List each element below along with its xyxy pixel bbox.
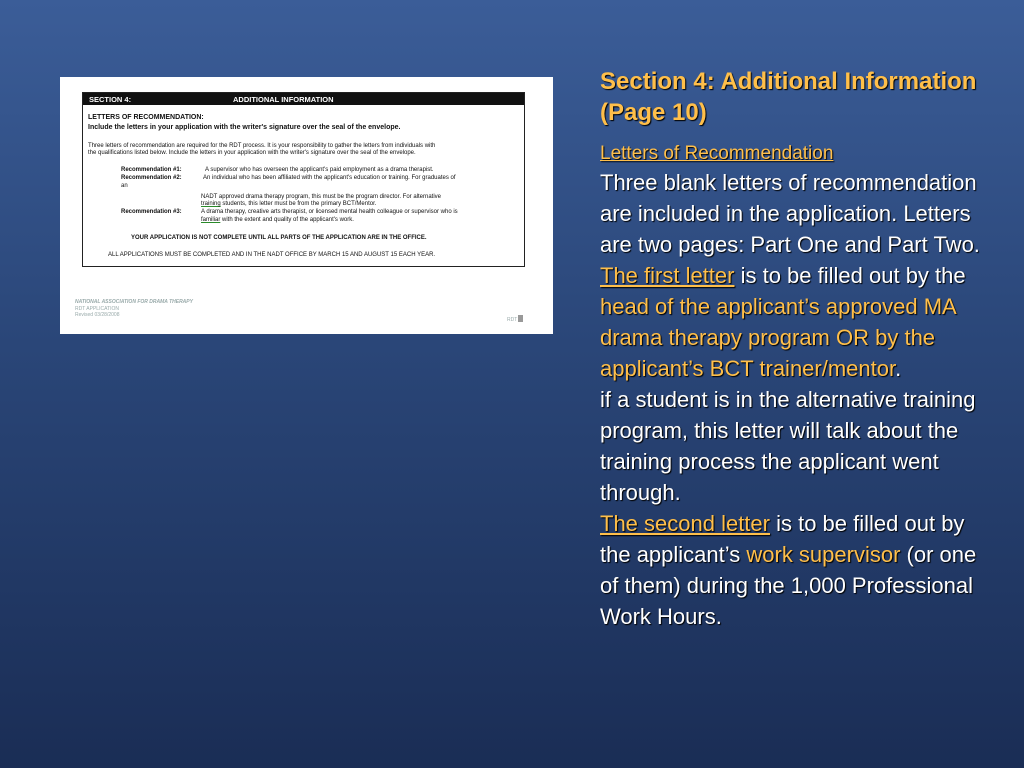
body-first-letter-text: is to be filled out by the (734, 263, 966, 288)
document-footer (75, 299, 193, 319)
document-page-label (507, 315, 523, 323)
section-title: ADDITIONAL INFORMATION (233, 95, 334, 104)
page-number-box (518, 315, 523, 322)
slide-body (600, 141, 1000, 632)
body-second-letter-text: is to be filled out by the applicant’s (600, 511, 965, 567)
document-section-header (83, 93, 524, 105)
body-period: . (895, 356, 902, 381)
rec2-underlined-word: training (201, 201, 221, 207)
second-letter-link: The second letter (600, 511, 770, 536)
doc-paragraph-line2: the qualifications listed below. Include the letters in your application with the writer's signature over the seal of the envelope. (88, 150, 416, 156)
footer-org-name: NATIONAL ASSOCIATION FOR DRAMA THERAPY (75, 299, 193, 305)
slide-title: Section 4: Additional Information (Page 10) (600, 68, 977, 126)
rec2-continuation: an (121, 183, 128, 189)
rec3-text: A drama therapy, creative arts therapist, or licensed mental health colleague or supervisor who is (201, 209, 458, 215)
doc-notice-deadline: ALL APPLICATIONS MUST BE COMPLETED AND IN THE NADT OFFICE BY MARCH 15 AND AUGUST 15 EACH YEAR. (108, 252, 436, 258)
doc-heading-include: Include the letters in your application with the writer's signature over the seal of the envelope. (88, 124, 401, 131)
rec1-text: A supervisor who has overseen the applicant's paid employment as a drama therapist. (205, 167, 434, 173)
body-alternative-training: if a student is in the alternative training program, this letter will talk about the training process the applicant went through. (600, 387, 976, 505)
section-label: SECTION 4: (89, 95, 132, 104)
rec2-line3-rest: students, this letter must be from the primary BCT/Mentor. (220, 201, 377, 207)
rec3-label: Recommendation #3: (121, 209, 182, 215)
first-letter-link: The first letter (600, 263, 735, 288)
footer-form-name: RDT APPLICATION (75, 305, 119, 312)
rec3-line2-rest: with the extent and quality of the applicant's work. (220, 217, 354, 223)
doc-heading-letters: LETTERS OF RECOMMENDATION: (88, 114, 204, 121)
page-label-text: RDT (507, 317, 518, 323)
body-intro: Three blank letters of recommendation are included in the application. Letters are two pages: Part One and Part Two. (600, 170, 980, 257)
slide-text-panel (600, 66, 1000, 632)
doc-paragraph-line1: Three letters of recommendation are required for the RDT process. It is your responsibility to gather the letters from individuals with (88, 143, 436, 149)
work-supervisor-highlight: work supervisor (746, 542, 901, 567)
subheading-letters-of-recommendation: Letters of Recommendation (600, 143, 834, 164)
document-screenshot (60, 77, 553, 334)
doc-notice-incomplete: YOUR APPLICATION IS NOT COMPLETE UNTIL ALL PARTS OF THE APPLICATION ARE IN THE OFFICE. (131, 235, 427, 241)
rec3-underlined-word: familiar (201, 217, 221, 223)
footer-revised-date: Revised 03/28/2008 (75, 312, 120, 318)
rec2-text-line3 (201, 201, 376, 208)
rec2-text: An individual who has been affiliated with the applicant's education or training. For graduates of (203, 175, 456, 181)
rec2-text-line2: NADT approved drama therapy program, this must be the program director. For alternative (201, 194, 441, 200)
rec3-text-line2 (201, 217, 354, 224)
body-work-hours: (or one of them) during the 1,000 Professional Work Hours. (600, 542, 977, 629)
head-of-program-highlight: head of the applicant’s approved MA drama therapy program OR by the applicant’s BCT trainer/mentor (600, 294, 956, 381)
rec2-label: Recommendation #2: (121, 175, 182, 181)
rec1-label: Recommendation #1: (121, 167, 182, 173)
document-info-box (82, 92, 525, 267)
